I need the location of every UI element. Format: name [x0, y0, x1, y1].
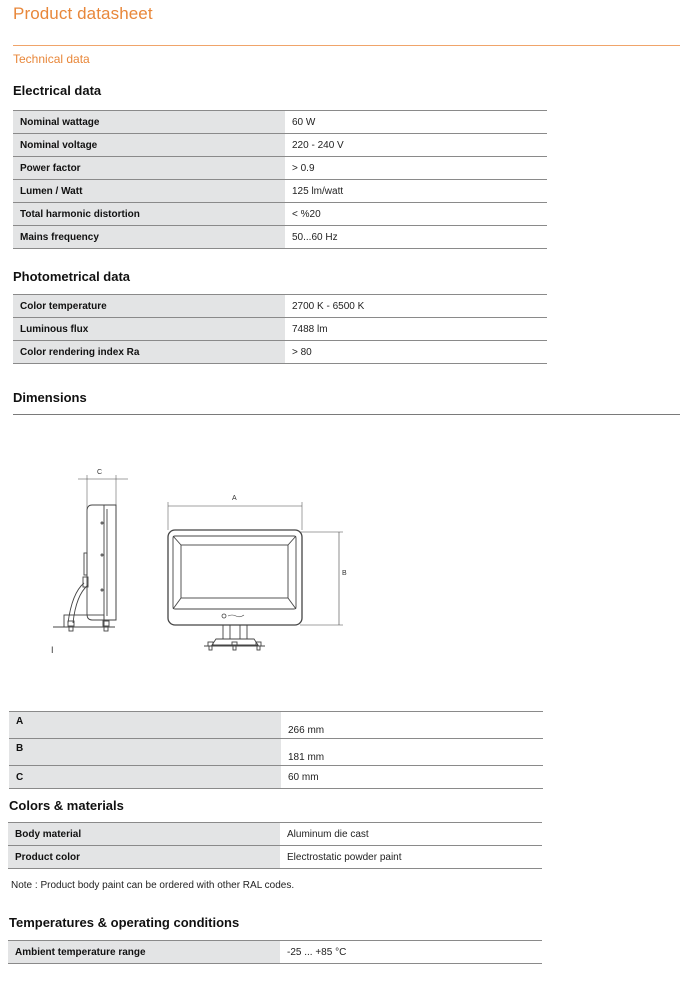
colors-materials-table: [8, 822, 542, 869]
table-row: [8, 846, 542, 869]
row-label: Color rendering index Ra: [13, 341, 285, 364]
row-label: Lumen / Watt: [13, 180, 285, 203]
row-label: Ambient temperature range: [8, 941, 280, 964]
row-value: Aluminum die cast: [280, 823, 542, 846]
row-label: Color temperature: [13, 295, 285, 318]
dim-label-b: B: [342, 570, 347, 577]
table-row: [13, 134, 547, 157]
row-label: Luminous flux: [13, 318, 285, 341]
drawing-mark: I: [51, 645, 54, 655]
row-label: Product color: [8, 846, 280, 869]
dimensions-table: [9, 711, 543, 789]
row-label: Mains frequency: [13, 226, 285, 249]
table-row: [8, 941, 542, 964]
photometrical-data-heading: Photometrical data: [13, 269, 131, 284]
page-title: Product datasheet: [13, 4, 153, 23]
table-row: [9, 712, 543, 739]
row-value: 181 mm: [281, 739, 543, 766]
table-row: [9, 766, 543, 789]
row-value: 60 W: [285, 111, 547, 134]
row-value: -25 ... +85 °C: [280, 941, 542, 964]
table-row: [13, 318, 547, 341]
row-label: A: [9, 712, 281, 739]
row-value: < %20: [285, 203, 547, 226]
row-label: Body material: [8, 823, 280, 846]
table-row: [8, 823, 542, 846]
row-value: 266 mm: [281, 712, 543, 739]
temperatures-table: [8, 940, 542, 964]
row-label: B: [9, 739, 281, 766]
row-value: Electrostatic powder paint: [280, 846, 542, 869]
table-row: [13, 157, 547, 180]
dimensions-heading: Dimensions: [13, 390, 87, 405]
row-value: 125 lm/watt: [285, 180, 547, 203]
row-value: 60 mm: [281, 766, 543, 789]
table-row: [13, 341, 547, 364]
row-label: Nominal wattage: [13, 111, 285, 134]
electrical-data-heading: Electrical data: [13, 83, 102, 98]
table-row: [13, 180, 547, 203]
front-view-drawing: [160, 490, 360, 660]
table-row: [13, 111, 547, 134]
row-value: > 80: [285, 341, 547, 364]
table-row: [13, 203, 547, 226]
row-label: Total harmonic distortion: [13, 203, 285, 226]
dimensions-divider: [13, 414, 680, 415]
temperatures-heading: Temperatures & operating conditions: [9, 915, 240, 930]
row-value: 50...60 Hz: [285, 226, 547, 249]
row-label: Power factor: [13, 157, 285, 180]
row-value: 220 - 240 V: [285, 134, 547, 157]
dim-label-a: A: [232, 495, 237, 502]
row-value: 7488 lm: [285, 318, 547, 341]
header-divider: [13, 45, 680, 46]
electrical-data-table: [13, 110, 547, 249]
row-value: > 0.9: [285, 157, 547, 180]
row-value: 2700 K - 6500 K: [285, 295, 547, 318]
row-label: C: [9, 766, 281, 789]
table-row: [13, 226, 547, 249]
table-row: [9, 739, 543, 766]
row-label: Nominal voltage: [13, 134, 285, 157]
photometrical-data-table: [13, 294, 547, 364]
colors-materials-heading: Colors & materials: [9, 798, 124, 813]
side-view-drawing: [40, 465, 160, 665]
materials-note: Note : Product body paint can be ordered with other RAL codes.: [11, 880, 295, 891]
section-label-technical-data: Technical data: [13, 52, 90, 66]
dim-label-c: C: [97, 469, 103, 476]
table-row: [13, 295, 547, 318]
